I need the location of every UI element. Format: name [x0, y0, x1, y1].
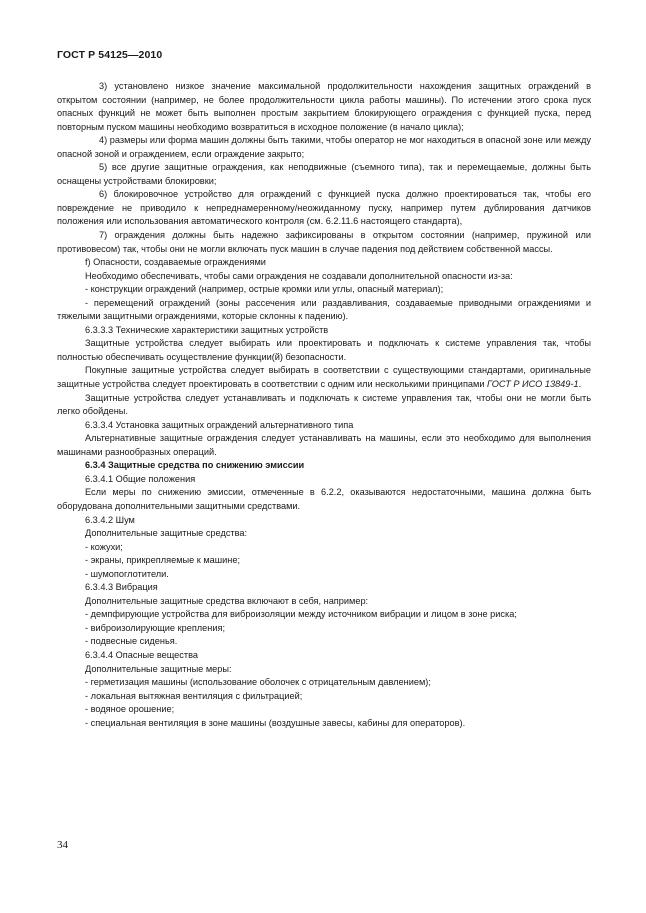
section-heading: 6.3.4.2 Шум — [85, 514, 135, 525]
bullet-item: - кожухи; — [85, 541, 123, 552]
paragraph: Дополнительные защитные средства включают в себя, например: — [85, 595, 369, 606]
list-item: 5) все другие защитные ограждения, как неподвижные (съемного типа), так и перемещаемые, должны быть оснащены устройствами блокировки; — [57, 162, 591, 186]
bullet-item: - локальная вытяжная вентиляция с фильтрацией; — [85, 690, 303, 701]
paragraph — [57, 364, 591, 391]
section-heading-bold: 6.3.4 Защитные средства по снижению эмиссии — [85, 460, 305, 471]
paragraph: Защитные устройства следует устанавливать и подключать к системе управления так, чтобы они не могли быть легко обойдены. — [57, 392, 591, 417]
bullet-item: - виброизолирующие крепления; — [85, 622, 226, 633]
section-heading: 6.3.3.4 Установка защитных ограждений альтернативного типа — [85, 419, 354, 430]
section-heading: 6.3.3.3 Технические характеристики защитных устройств — [85, 324, 329, 335]
bullet-item: - экраны, прикрепляемые к машине; — [85, 555, 241, 566]
list-item: 3) установлено низкое значение максимальной продолжительности нахождения защитных ограждений в открытом состоянии (например, не более продолжительности цикла работы машины). По истечении этого срока пуск опасных функций не может быть выполнен простым закрытием блокирующего ограждения с функцией пуска, перед повторным пуском машины необходимо возвратиться в исходное положение (в начало цикла); — [57, 81, 591, 132]
bullet-item: - шумопоглотители. — [85, 568, 169, 579]
paragraph: Дополнительные защитные меры: — [85, 663, 232, 674]
section-heading: 6.3.4.1 Общие положения — [85, 473, 196, 484]
subsection-heading: f) Опасности, создаваемые ограждениями — [85, 257, 266, 268]
paragraph: Защитные устройства следует выбирать или проектировать и подключать к системе управления так, чтобы полностью обеспечивать осуществление функции(й) безопасности. — [57, 338, 591, 362]
paragraph: Необходимо обеспечивать, чтобы сами ограждения не создавали дополнительной опасности из-за: — [85, 270, 513, 281]
standard-header: ГОСТ Р 54125—2010 — [57, 49, 163, 61]
bullet-item: - демпфирующие устройства для виброизоляции между источником вибрации и лицом в зоне риска; — [85, 609, 517, 620]
body-text — [57, 80, 591, 730]
paragraph: Альтернативные защитные ограждения следует устанавливать на машины, если это необходимо для выполнения машинами разнообразных операций. — [57, 433, 591, 457]
bullet-item: - специальная вентиляция в зоне машины (воздушные завесы, кабины для операторов). — [85, 717, 466, 728]
bullet-item: - водяное орошение; — [85, 704, 175, 715]
paragraph: Если меры по снижению эмиссии, отмеченные в 6.2.2, оказываются недостаточными, машина должна быть оборудована дополнительными защитными средствами. — [57, 487, 591, 511]
paragraph: Дополнительные защитные средства: — [85, 528, 248, 539]
list-item: 6) блокировочное устройство для ограждений с функцией пуска должно проектироваться так, чтобы его повреждение не приводило к непреднамеренному/неожиданному пуску, например путем дублирования датчиков положения или использования автоматического контроля (см. 6.2.11.6 настоящего стандарта), — [57, 189, 591, 227]
bullet-item: - герметизация машины (использование оболочек с отрицательным давлением); — [85, 677, 431, 688]
bullet-item: - подвесные сиденья. — [85, 636, 178, 647]
list-item: 4) размеры или форма машин должны быть такими, чтобы оператор не мог находиться в опасной зоне или между опасной зоной и ограждением, если ограждение закрыто; — [57, 135, 591, 159]
list-item: 7) ограждения должны быть надежно зафиксированы в открытом состоянии (например, пружиной или противовесом) так, чтобы они не могли включать пуск машин в случае падения под действием собственной массы. — [57, 230, 591, 254]
section-heading: 6.3.4.3 Вибрация — [85, 582, 158, 593]
page-number: 34 — [57, 839, 68, 851]
paragraph-end: . — [578, 379, 582, 390]
bullet-item: - конструкции ограждений (например, острые кромки или углы, опасный материал); — [85, 284, 444, 295]
section-heading: 6.3.4.4 Опасные вещества — [85, 649, 198, 660]
bullet-item: - перемещений ограждений (зоны рассечения или раздавливания, создаваемые приводными ограждениями и тяжелыми защитными ограждениями, которые склонны к падению). — [57, 297, 591, 322]
standard-reference: ГОСТ Р ИСО 13849-1 — [487, 379, 579, 390]
paragraph-text: Покупные защитные устройства следует выбирать в соответствии с существующими стандартами, оригинальные защитные устройства следует проектировать в соответствии с одним или несколькими принципами — [57, 365, 591, 390]
